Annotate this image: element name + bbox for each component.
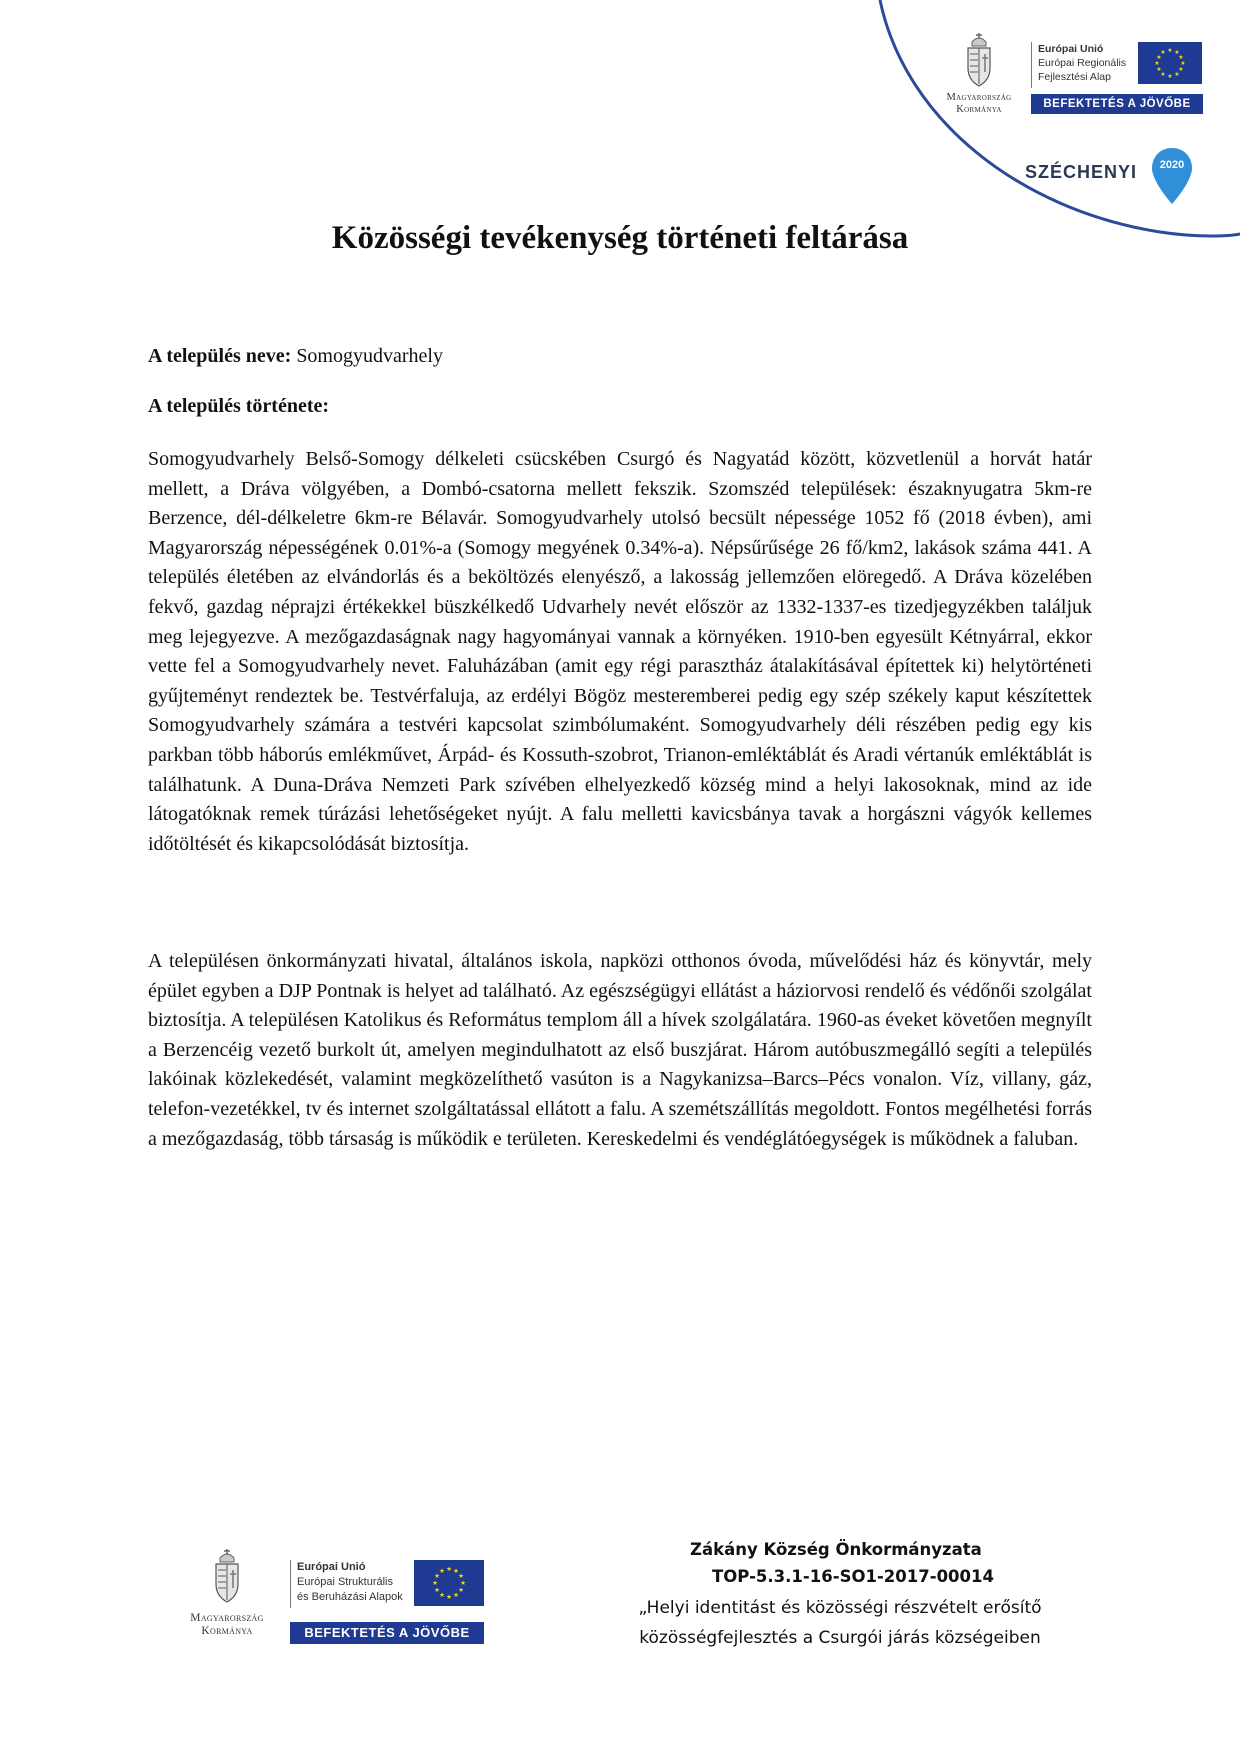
history-paragraph-1: Somogyudvarhely Belső-Somogy délkeleti csücskében Csurgó és Nagyatád között, közvetlenül a horvát határ mellett, a Dráva völgyében, a Dombó-csatorna mellett fekszik. Szomszéd települések: északnyugatra 5km-re Berzence, dél-délkeletre 6km-re Bélavár. Somogyudvarhely utolsó becsült népessége 1052 fő (2018 évben), ami Magyarország népességének 0.01%-a (Somogy megyének 0.34%-a). Népsűrűsége 26 fő/km2, lakások száma 441. A település életében az elvándorlás és a beköltözés elenyésző, a lakosság jellemzően elöregedő. A Dráva közelében fekvő, gazdag néprajzi értékekkel büszkélkedő Udvarhely nevét először az 1332-1337-es tizedjegyzékben találjuk meg lejegyezve. A mezőgazdaságnak nagy hagyományai vannak a környéken. 1910-ben egyesült Kétnyárral, ekkor vette fel a Somogyudvarhely nevet. Faluházában (amit egy régi parasztház átalakításával építettek ki) helytörténeti gyűjteményt rendeztek be. Testvérfaluja, az erdélyi Bögöz mesteremberei pedig egy szép székely kaput készítettek Somogyudvarhely számára a testvéri kapcsolat szimbólumaként. Somogyudvarhely déli részében pedig egy kis parkban több háborús emlékművet, Árpád- és Kossuth-szobrot, Trianon-emléktáblát és Aradi vértanúk emléktáblát is találhatunk. A Duna-Dráva Nemzeti Park szívében elhelyezkedő község mind a helyi lakosoknak, mind az ide látogatóknak remek túrázási lehetőségeket nyújt. A falu melletti kavicsbánya tavak a horgászni vágyók kellemes időtöltését és kikapcsolódását biztosítja. — [148, 448, 1092, 855]
eu-flag-icon — [1138, 42, 1202, 84]
szechenyi-year: 2020 — [1159, 159, 1185, 171]
footer-government-label-line2: Kormánya — [201, 1625, 253, 1637]
svg-text:★: ★ — [1156, 66, 1162, 73]
document-title: Közösségi tevékenység történeti feltárása — [331, 220, 909, 256]
footer-project-title-line1: „Helyi identitást és közösségi részvételt erősítő — [638, 1598, 1042, 1618]
footer-project-info — [620, 1537, 1060, 1653]
szechenyi-label: SZÉCHENYI — [1025, 162, 1138, 182]
svg-text:★: ★ — [1160, 71, 1166, 78]
svg-text:★: ★ — [1174, 49, 1180, 56]
settlement-name-label: A település neve: — [148, 345, 292, 367]
footer-eu-fund-line1: Európai Strukturális — [297, 1576, 393, 1588]
government-label — [924, 92, 1034, 116]
szechenyi-pin-icon — [1150, 146, 1194, 211]
footer-government-label-line1: Magyarország — [190, 1612, 264, 1624]
svg-text:★: ★ — [1178, 54, 1184, 61]
svg-text:★: ★ — [458, 1586, 464, 1594]
history-heading: A település története: — [148, 395, 330, 417]
hungary-coat-of-arms-icon — [962, 32, 996, 88]
svg-text:★: ★ — [446, 1593, 452, 1601]
svg-text:★: ★ — [1156, 54, 1162, 61]
footer-eu-label: Európai Unió — [297, 1561, 366, 1573]
settlement-name-row — [148, 345, 443, 368]
footer-government-label — [170, 1612, 284, 1638]
footer-eu-fund-label — [290, 1560, 403, 1608]
svg-text:★: ★ — [1154, 60, 1160, 67]
eu-fund-line1: Európai Regionális — [1038, 57, 1127, 69]
svg-text:★: ★ — [446, 1565, 452, 1573]
svg-text:★: ★ — [1174, 71, 1180, 78]
svg-text:★: ★ — [439, 1591, 445, 1599]
svg-text:★: ★ — [453, 1567, 459, 1575]
footer-eu-flag-icon — [414, 1560, 484, 1606]
invest-banner: BEFEKTETÉS A JÖVŐBE — [1031, 94, 1203, 114]
footer-invest-banner: BEFEKTETÉS A JÖVŐBE — [290, 1622, 484, 1644]
svg-text:★: ★ — [439, 1567, 445, 1575]
history-paragraph-2: A településen önkormányzati hivatal, általános iskola, napközi otthonos óvoda, művelődési ház és könyvtár, mely épület egyben a DJP Pontnak is helyet ad található. Az egészségügyi ellátást a háziorvosi rendelő és védőnői szolgálat biztosítja. A településen Katolikus és Református templom áll a hívek szolgálatára. 1960-as éveket követően megnyílt a Berzencéig vezető burkolt út, amelyen megindulhatott az első buszjárat. Három autóbuszmegálló segíti a település lakóinak közlekedését, valamint megközelíthető vasúton is a Nagykanizsa–Barcs–Pécs vonalon. Víz, villany, gáz, telefon-vezetékkel, tv és internet szolgáltatással ellátott a falu. A szemétszállítás megoldott. Fontos megélhetési forrás a mezőgazdaság, több társaság is működik e területen. Kereskedelmi és vendéglátóegységek is működnek a faluban. — [148, 950, 1092, 1150]
settlement-name-value: Somogyudvarhely — [296, 345, 443, 367]
svg-text:★: ★ — [1167, 47, 1173, 54]
svg-text:★: ★ — [458, 1572, 464, 1580]
eu-fund-line2: Fejlesztési Alap — [1038, 71, 1111, 83]
eu-label: Európai Unió — [1038, 43, 1104, 55]
svg-text:★: ★ — [434, 1586, 440, 1594]
footer-eu-fund-line2: és Beruházási Alapok — [297, 1591, 403, 1603]
svg-text:★: ★ — [1178, 66, 1184, 73]
footer-project-title-line2: közösségfejlesztés a Csurgói járás községeiben — [639, 1628, 1041, 1648]
footer-coat-of-arms-icon — [210, 1548, 244, 1604]
government-label-line2: Kormánya — [956, 104, 1002, 115]
svg-text:★: ★ — [434, 1572, 440, 1580]
footer-project-code: TOP-5.3.1-16-SO1-2017-00014 — [712, 1567, 994, 1586]
eu-fund-label — [1031, 42, 1126, 88]
footer-org-name: Zákány Község Önkormányzata — [690, 1540, 982, 1559]
svg-text:★: ★ — [453, 1591, 459, 1599]
svg-text:★: ★ — [1160, 49, 1166, 56]
svg-text:★: ★ — [1167, 73, 1173, 80]
government-label-line1: Magyarország — [946, 92, 1012, 103]
svg-text:★: ★ — [432, 1579, 438, 1587]
svg-text:★: ★ — [460, 1579, 466, 1587]
svg-text:★: ★ — [1180, 60, 1186, 67]
